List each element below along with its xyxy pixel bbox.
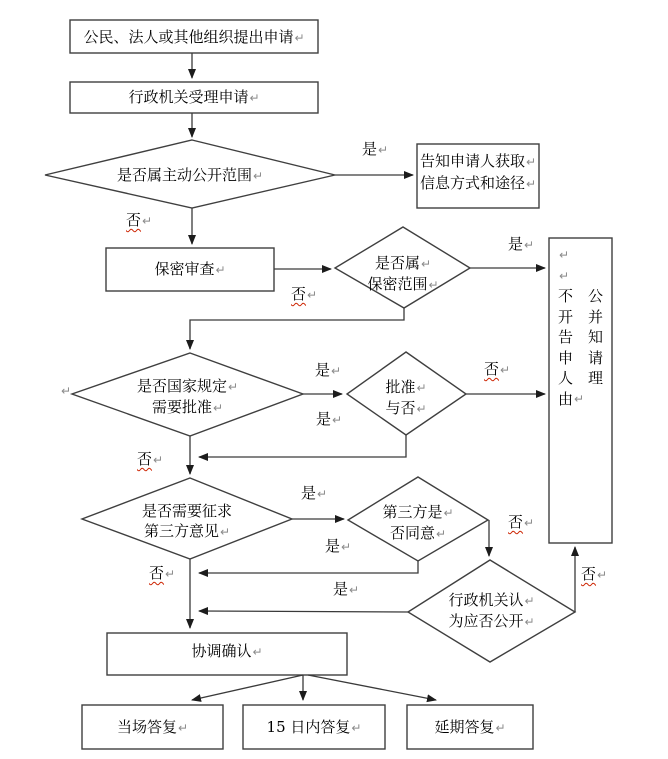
edge-approved-yes-merge (199, 435, 406, 457)
edge-label-secret-yes: 是↵ (508, 235, 535, 253)
edge-label-approval-needed-yes: 是↵ (315, 361, 342, 379)
return-mark: ↵ (317, 487, 328, 501)
return-mark: ↵ (165, 567, 176, 581)
box-reply-15days-label: 15 日内答复↵ (266, 718, 362, 736)
box-no-disclose-label: ↵ ↵ 不 公 开 并 告 知 申 请 人 理 由 ↵ (549, 245, 612, 409)
return-mark: ↵ (351, 721, 362, 735)
edge-label-proactive-yes: 是↵ (362, 140, 389, 158)
return-mark: ↵ (524, 516, 535, 530)
return-mark: ↵ (525, 177, 537, 191)
return-mark: ↵ (219, 525, 231, 539)
edge-label-third-agree-yes: 是↵ (325, 537, 352, 555)
return-mark: ↵ (420, 257, 432, 271)
decision-approved-label: 批准↵ 与否↵ (385, 378, 427, 417)
decision-approval-needed-label: 是否国家规定↵ 需要批准↵ (136, 377, 239, 416)
return-mark: ↵ (500, 363, 511, 377)
return-mark: ↵ (416, 402, 427, 416)
return-mark: ↵ (524, 615, 535, 629)
empty-line (558, 245, 603, 266)
return-mark: ↵ (524, 238, 535, 252)
decision-third-agree-label: 第三方是↵ 否同意↵ (382, 503, 454, 542)
box-accept-label: 行政机关受理申请↵ (128, 88, 260, 106)
return-mark: ↵ (574, 391, 585, 406)
return-mark: ↵ (435, 527, 447, 541)
box-apply-label: 公民、法人或其他组织提出申请↵ (83, 28, 305, 46)
edge-secret-no-approvalneeded (190, 308, 404, 349)
edge-label-third-needed-yes: 是↵ (301, 484, 328, 502)
return-mark: ↵ (428, 278, 439, 292)
return-mark: ↵ (142, 214, 153, 228)
edge-label-agency-yes: 是↵ (333, 580, 360, 598)
return-mark: ↵ (252, 645, 263, 659)
return-mark: ↵ (341, 540, 352, 554)
return-mark: ↵ (331, 364, 342, 378)
return-mark: ↵ (153, 453, 164, 467)
decision-agency-decide-label: 行政机关认↵ 为应否公开↵ (448, 591, 535, 630)
return-mark: ↵ (227, 380, 239, 394)
edge-label-secret-no: 否↵ (291, 285, 318, 303)
edge-label-third-agree-no: 否↵ (508, 513, 535, 531)
return-mark: ↵ (215, 263, 226, 277)
box-reply-delayed-label: 延期答复↵ (434, 718, 506, 736)
box-inform-label: 告知申请人获取↵ 信息方式和途径↵ (419, 152, 537, 192)
edge-label-approval-needed-no: 否↵ (137, 450, 164, 468)
return-mark: ↵ (443, 506, 454, 520)
return-mark: ↵ (212, 401, 224, 415)
return-mark: ↵ (559, 248, 570, 262)
box-reply-onsite-label: 当场答复↵ (116, 718, 189, 736)
return-mark: ↵ (332, 413, 343, 427)
return-mark: ↵ (177, 721, 189, 735)
edge-label-proactive-no: 否↵ (126, 211, 153, 229)
return-mark: ↵ (559, 268, 570, 283)
return-mark: ↵ (525, 155, 537, 169)
return-mark: ↵ (249, 91, 260, 105)
decision-proactive-label: 是否属主动公开范围↵ (116, 166, 264, 184)
box-review-label: 保密审查↵ (154, 260, 226, 278)
decision-secret-label: 是否属↵ 保密范围↵ (367, 254, 439, 293)
edge-coordinate-onsite (192, 675, 303, 700)
return-mark: ↵ (524, 594, 535, 608)
return-mark: ↵ (61, 384, 72, 398)
edge-label-agency-no: 否↵ (581, 565, 608, 583)
return-mark: ↵ (294, 31, 305, 45)
box-coordinate-label: 协调确认↵ (191, 642, 263, 660)
return-mark: ↵ (378, 143, 389, 157)
return-mark: ↵ (416, 381, 427, 395)
edge-label-approved-yes: 是↵ (316, 410, 343, 428)
edge-agency-yes-merge (199, 611, 408, 612)
decision-third-needed-label: 是否需要征求 第三方意见↵ (141, 502, 232, 540)
return-mark: ↵ (597, 568, 608, 582)
empty-line (558, 266, 603, 287)
edge-thirdagree-yes-merge (199, 561, 418, 573)
edge-coordinate-delayed (308, 675, 436, 700)
return-mark: ↵ (307, 288, 318, 302)
edge-label-approved-no: 否↵ (484, 360, 511, 378)
return-mark: ↵ (495, 721, 506, 735)
return-mark: ↵ (252, 169, 264, 183)
edge-label-third-needed-no: 否↵ (149, 564, 176, 582)
return-mark: ↵ (349, 583, 360, 597)
